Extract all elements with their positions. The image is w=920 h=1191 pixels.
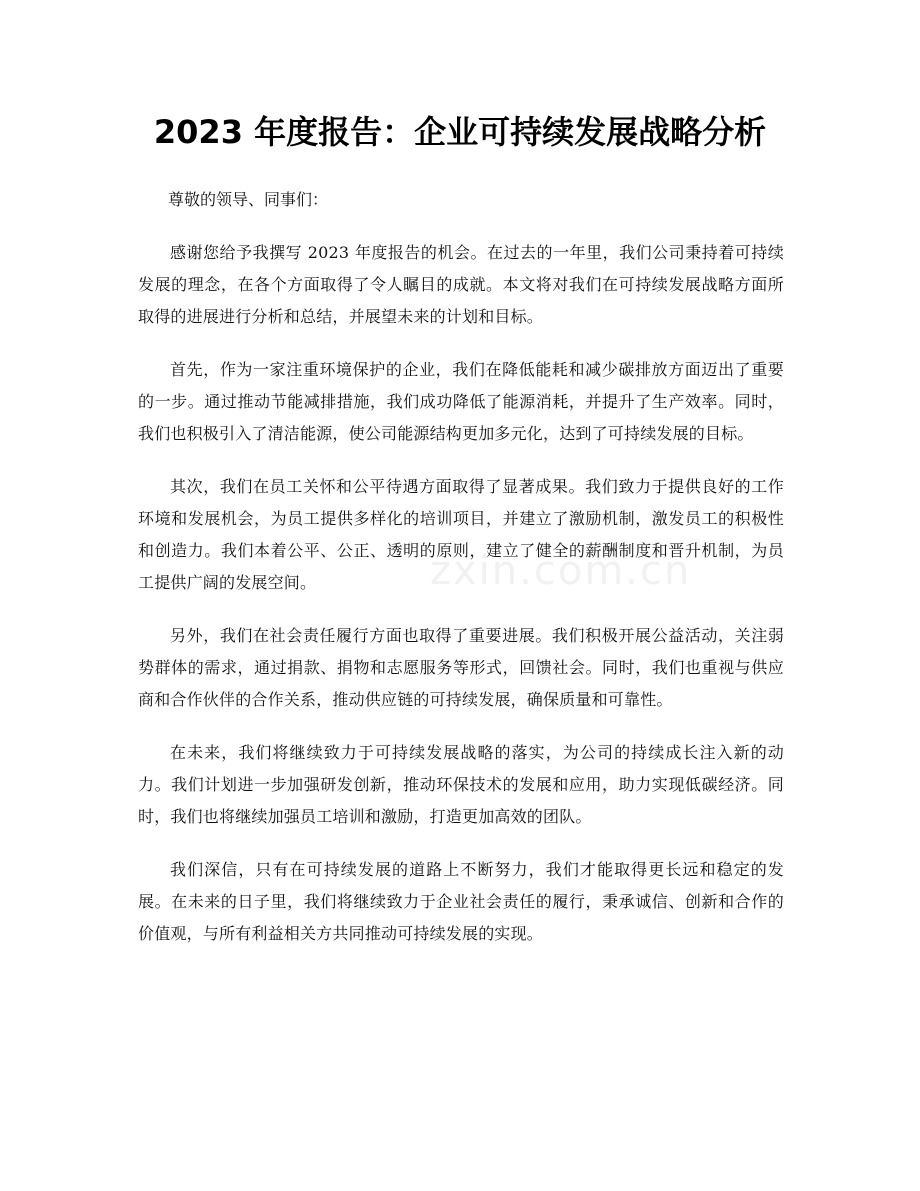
paragraph-2: 首先，作为一家注重环境保护的企业，我们在降低能耗和减少碳排放方面迈出了重要的一步。通过推动节能减排措施，我们成功降低了能源消耗，并提升了生产效率。同时，我们也积极引入了清洁能源，使公司能源结构更加多元化，达到了可持续发展的目标。 xyxy=(138,360,784,443)
paragraph-5: 在未来，我们将继续致力于可持续发展战略的落实，为公司的持续成长注入新的动力。我们计划进一步加强研发创新，推动环保技术的发展和应用，助力实现低碳经济。同时，我们也将继续加强员工培训和激励，打造更加高效的团队。 xyxy=(138,743,784,826)
paragraph-6: 我们深信，只有在可持续发展的道路上不断努力，我们才能取得更长远和稳定的发展。在未来的日子里，我们将继续致力于企业社会责任的履行，秉承诚信、创新和合作的价值观，与所有利益相关方共同推动可持续发展的实现。 xyxy=(138,860,784,943)
document-title: 2023 年度报告：企业可持续发展战略分析 xyxy=(153,113,767,151)
paragraph-4: 另外，我们在社会责任履行方面也取得了重要进展。我们积极开展公益活动，关注弱势群体的需求，通过捐款、捐物和志愿服务等形式，回馈社会。同时，我们也重视与供应商和合作伙伴的合作关系，推动供应链的可持续发展，确保质量和可靠性。 xyxy=(138,626,784,709)
greeting: 尊敬的领导、同事们： xyxy=(168,190,329,209)
watermark: zxin.com.cn xyxy=(430,548,692,594)
paragraph-3: 其次，我们在员工关怀和公平待遇方面取得了显著成果。我们致力于提供良好的工作环境和发展机会，为员工提供多样化的培训项目，并建立了激励机制，激发员工的积极性和创造力。我们本着公平、公正、透明的原则，建立了健全的薪酬制度和晋升机制，为员工提供广阔的发展空间。 xyxy=(138,477,784,592)
document-body xyxy=(138,184,784,950)
paragraph-1: 感谢您给予我撰写 2023 年度报告的机会。在过去的一年里，我们公司秉持着可持续发展的理念，在各个方面取得了令人瞩目的成就。本文将对我们在可持续发展战略方面所取得的进展进行分析和总结，并展望未来的计划和目标。 xyxy=(138,243,784,326)
